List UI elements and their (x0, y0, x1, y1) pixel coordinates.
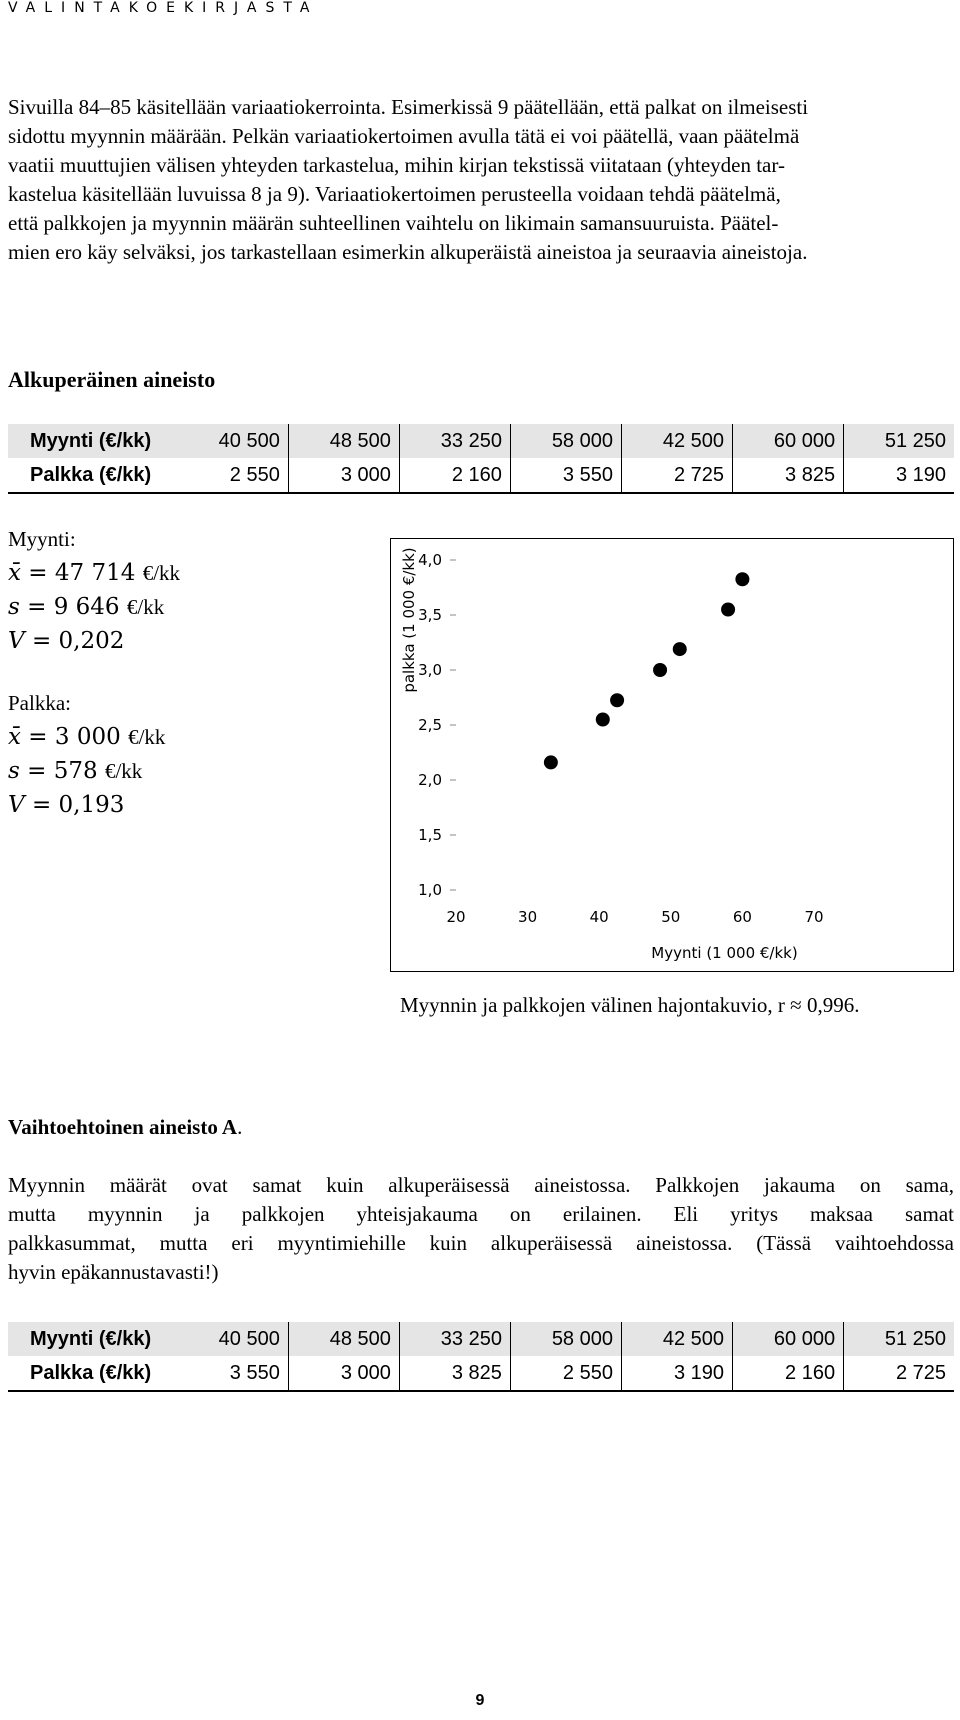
table-cell: 3 550 (178, 1356, 288, 1391)
x-axis-title: Myynti (1 000 €/kk) (651, 944, 798, 962)
stat-unit: €/kk (104, 759, 143, 783)
table-row (8, 1322, 954, 1356)
intro-line: Sivuilla 84–85 käsitellään variaatiokerrointa. Esimerkissä 9 päätellään, että palkat on ilmeisesti (8, 95, 809, 119)
y-tick-label: 3,0 (418, 661, 442, 679)
data-point (610, 693, 624, 707)
stat-sd (8, 754, 165, 788)
equals-sign: = (31, 628, 52, 654)
para-line: Myynnin määrät ovat samat kuin alkuperäisessä aineistossa. Palkkojen jakauma on sama, (8, 1173, 954, 1197)
running-header: VALINTAKOEKIRJASTA (8, 0, 319, 16)
stat-value: 3 000 (54, 724, 121, 750)
x-tick-label: 70 (804, 908, 824, 926)
scatter-chart (390, 538, 954, 972)
table-cell: 2 550 (178, 458, 288, 493)
stats-palkka (8, 686, 165, 822)
table-cell: 3 825 (399, 1356, 510, 1391)
table-cell: 60 000 (733, 424, 844, 458)
y-tick-label: 2,5 (418, 716, 442, 734)
table-cell: 3 190 (621, 1356, 732, 1391)
chart-points (544, 572, 750, 769)
table-cell: 2 160 (733, 1356, 844, 1391)
table-cell: 60 000 (733, 1322, 844, 1356)
equals-sign: = (27, 594, 47, 620)
equals-sign: = (31, 792, 52, 818)
intro-line: että palkkojen ja myynnin määrän suhteellinen vaihtelu on likimain samansuuruista. Päätel- (8, 211, 779, 235)
stat-mean (8, 720, 165, 754)
y-axis-title: palkka (1 000 €/kk) (400, 547, 418, 693)
table-row (8, 424, 954, 458)
stat-value: 578 (53, 758, 98, 784)
section-title-alternative (8, 1115, 242, 1140)
table-cell: 48 500 (288, 424, 399, 458)
table-cell: 58 000 (510, 424, 621, 458)
data-point (673, 642, 687, 656)
equals-sign: = (28, 724, 48, 750)
y-tick-label: 2,0 (418, 771, 442, 789)
stat-unit: €/kk (142, 561, 181, 585)
intro-line: vaatii muuttujien välisen yhteyden tarkastelua, mihin kirjan tekstissä viitataan (yhteyden tar- (8, 153, 785, 177)
sd-symbol: s (8, 758, 20, 784)
stat-value: 9 646 (53, 594, 120, 620)
table-cell: 3 000 (288, 458, 399, 493)
stat-v (8, 624, 180, 658)
data-point (735, 572, 749, 586)
chart-frame (391, 539, 954, 972)
table-row (8, 1356, 954, 1391)
table-cell: 2 160 (399, 458, 510, 493)
table-cell: 33 250 (399, 424, 510, 458)
page-number: 9 (475, 1692, 485, 1709)
table-cell: 42 500 (621, 1322, 732, 1356)
stat-unit: €/kk (128, 725, 166, 749)
stats-myynti (8, 522, 180, 658)
stat-value: 0,202 (58, 628, 125, 654)
data-point (596, 713, 610, 727)
table-cell: 48 500 (288, 1322, 399, 1356)
data-point (653, 663, 667, 677)
chart-axes (400, 547, 824, 962)
section-title-text: Vaihtoehtoinen aineisto A (8, 1115, 238, 1139)
table-cell: 2 725 (844, 1356, 954, 1391)
stats-label: Palkka: (8, 691, 71, 715)
table-cell: 3 190 (844, 458, 954, 493)
section-title-original: Alkuperäinen aineisto (8, 367, 216, 392)
intro-paragraph (8, 93, 954, 267)
table-cell: 3 000 (288, 1356, 399, 1391)
intro-line: mien ero käy selväksi, jos tarkastellaan esimerkin alkuperäistä aineistoa ja seuraavia aineistoja. (8, 240, 808, 264)
stat-mean (8, 556, 180, 590)
equals-sign: = (27, 758, 47, 784)
table-cell: 51 250 (844, 1322, 954, 1356)
table-cell: 3 825 (733, 458, 844, 493)
intro-line: sidottu myynnin määrään. Pelkän variaatiokertoimen avulla tätä ei voi päätellä, vaan päätelmä (8, 124, 800, 148)
x-tick-label: 40 (589, 908, 609, 926)
data-table-original (8, 424, 954, 494)
stat-sd (8, 590, 180, 624)
table-cell: 2 550 (510, 1356, 621, 1391)
table-cell: 2 725 (621, 458, 732, 493)
para-line: palkkasummat, mutta eri myyntimiehille kuin alkuperäisessä aineistossa. (Tässä vaihtoehdossa (8, 1231, 954, 1255)
y-tick-label: 4,0 (418, 551, 442, 569)
table-cell: 58 000 (510, 1322, 621, 1356)
intro-line: kastelua käsitellään luvuissa 8 ja 9). Variaatiokertoimen perusteella voidaan tehdä päätelmä, (8, 182, 781, 206)
stat-unit: €/kk (126, 595, 165, 619)
table-cell: 40 500 (178, 1322, 288, 1356)
table-cell: 3 550 (510, 458, 621, 493)
alternative-paragraph (8, 1171, 954, 1287)
mean-symbol: x̄ (8, 560, 21, 586)
row-label: Myynti (€/kk) (8, 424, 178, 458)
data-point (721, 603, 735, 617)
stat-value: 47 714 (54, 560, 136, 586)
chart-caption: Myynnin ja palkkojen välinen hajontakuvio, r ≈ 0,996. (400, 993, 860, 1017)
table-cell: 51 250 (844, 424, 954, 458)
para-line: mutta myynnin ja palkkojen yhteisjakauma on erilainen. Eli yritys maksaa samat (8, 1202, 954, 1226)
x-tick-label: 60 (732, 908, 752, 926)
y-tick-label: 1,5 (418, 826, 442, 844)
row-label: Palkka (€/kk) (8, 1356, 178, 1391)
data-table-alternative (8, 1322, 954, 1392)
mean-symbol: x̄ (8, 724, 21, 750)
y-tick-label: 1,0 (418, 881, 442, 899)
x-tick-label: 50 (661, 908, 681, 926)
sd-symbol: s (8, 594, 20, 620)
v-symbol: V (8, 628, 25, 654)
row-label: Palkka (€/kk) (8, 458, 178, 493)
x-tick-label: 30 (518, 908, 538, 926)
table-cell: 33 250 (399, 1322, 510, 1356)
table-cell: 40 500 (178, 424, 288, 458)
stat-value: 0,193 (58, 792, 125, 818)
para-line: hyvin epäkannustavasti!) (8, 1260, 219, 1284)
data-point (544, 755, 558, 769)
section-title-dot: . (237, 1115, 243, 1139)
table-cell: 42 500 (621, 424, 732, 458)
row-label: Myynti (€/kk) (8, 1322, 178, 1356)
stat-v (8, 788, 165, 822)
stats-label: Myynti: (8, 527, 76, 551)
v-symbol: V (8, 792, 25, 818)
x-tick-label: 20 (446, 908, 466, 926)
table-row (8, 458, 954, 493)
equals-sign: = (28, 560, 48, 586)
y-tick-label: 3,5 (418, 606, 442, 624)
